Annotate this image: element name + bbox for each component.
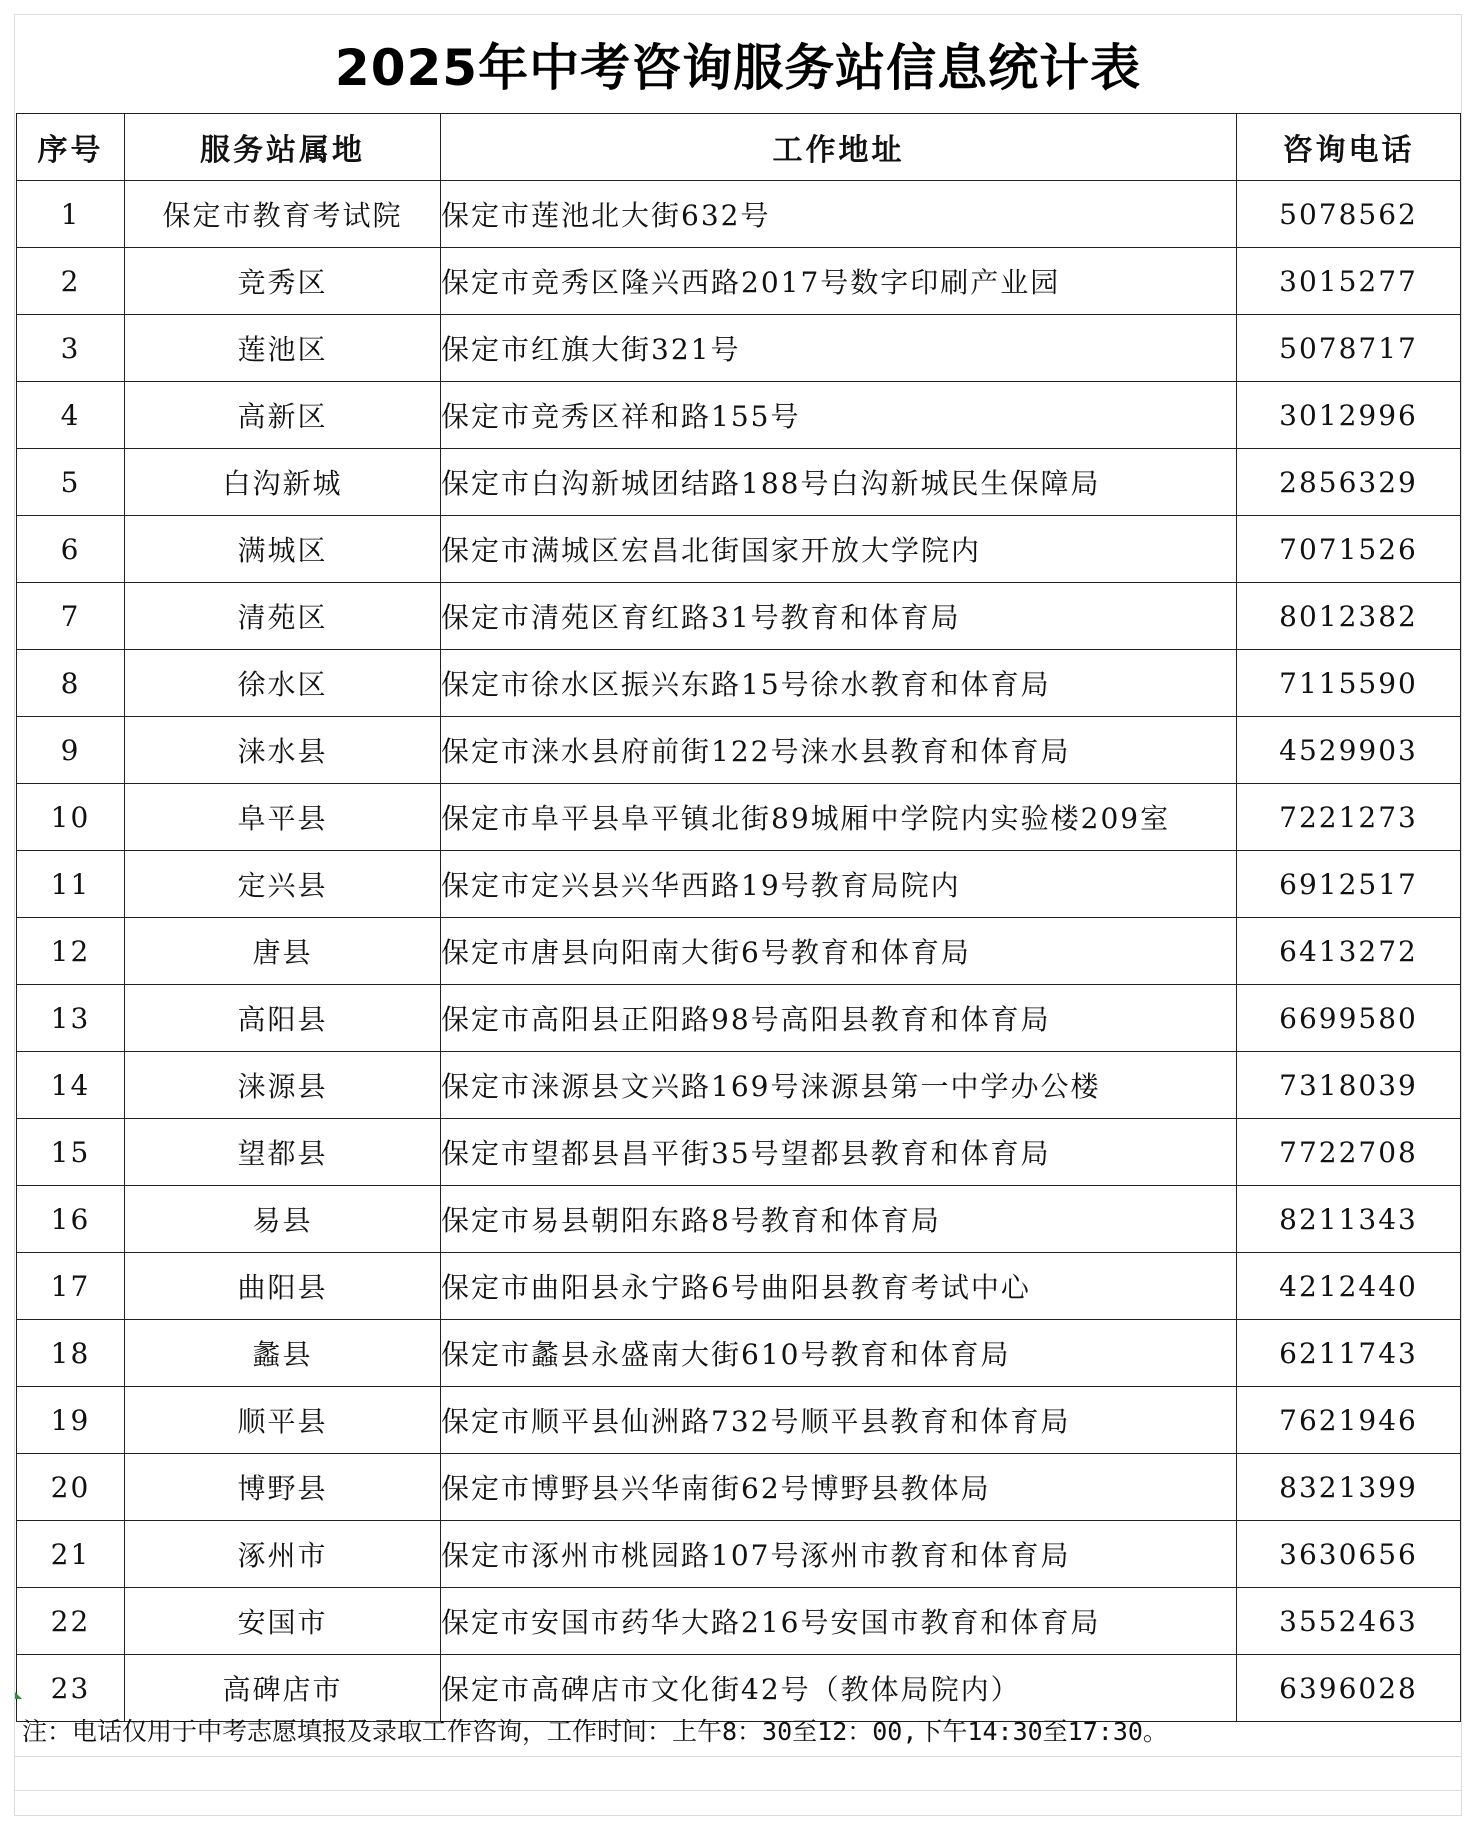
- row-address: 保定市红旗大街321号: [441, 315, 1237, 382]
- row-phone: 6699580: [1237, 985, 1461, 1052]
- row-site: 曲阳县: [125, 1253, 441, 1320]
- row-index: 6: [17, 516, 125, 583]
- row-site: 莲池区: [125, 315, 441, 382]
- row-address: 保定市博野县兴华南街62号博野县教体局: [441, 1454, 1237, 1521]
- row-phone: 6211743: [1237, 1320, 1461, 1387]
- row-site: 望都县: [125, 1119, 441, 1186]
- row-phone: 6413272: [1237, 918, 1461, 985]
- row-phone: 2856329: [1237, 449, 1461, 516]
- table-row: [17, 1186, 1461, 1253]
- row-address: 保定市定兴县兴华西路19号教育局院内: [441, 851, 1237, 918]
- table-body: [17, 181, 1461, 1722]
- row-address: 保定市竞秀区隆兴西路2017号数字印刷产业园: [441, 248, 1237, 315]
- row-phone: 5078562: [1237, 181, 1461, 248]
- row-address: 保定市涞源县文兴路169号涞源县第一中学办公楼: [441, 1052, 1237, 1119]
- row-phone: 6912517: [1237, 851, 1461, 918]
- row-site: 满城区: [125, 516, 441, 583]
- table-row: [17, 382, 1461, 449]
- row-site: 顺平县: [125, 1387, 441, 1454]
- header-site: 服务站属地: [125, 114, 441, 181]
- row-index: 15: [17, 1119, 125, 1186]
- row-address: 保定市清苑区育红路31号教育和体育局: [441, 583, 1237, 650]
- row-index: 16: [17, 1186, 125, 1253]
- table-row: [17, 851, 1461, 918]
- row-index: 8: [17, 650, 125, 717]
- row-site: 蠡县: [125, 1320, 441, 1387]
- station-table: [16, 113, 1461, 1722]
- table-row: [17, 650, 1461, 717]
- row-site: 徐水区: [125, 650, 441, 717]
- row-phone: 8321399: [1237, 1454, 1461, 1521]
- sheet-gridline: [14, 1756, 1462, 1757]
- row-address: 保定市顺平县仙洲路732号顺平县教育和体育局: [441, 1387, 1237, 1454]
- row-index: 14: [17, 1052, 125, 1119]
- row-index: 5: [17, 449, 125, 516]
- row-index: 2: [17, 248, 125, 315]
- row-index: 9: [17, 717, 125, 784]
- row-phone: 3552463: [1237, 1588, 1461, 1655]
- cell-corner-marker: [15, 1692, 22, 1699]
- row-index: 12: [17, 918, 125, 985]
- row-index: 1: [17, 181, 125, 248]
- row-site: 白沟新城: [125, 449, 441, 516]
- row-address: 保定市蠡县永盛南大街610号教育和体育局: [441, 1320, 1237, 1387]
- row-phone: 8211343: [1237, 1186, 1461, 1253]
- table-row: [17, 1521, 1461, 1588]
- row-phone: 5078717: [1237, 315, 1461, 382]
- row-index: 22: [17, 1588, 125, 1655]
- row-site: 竞秀区: [125, 248, 441, 315]
- row-site: 定兴县: [125, 851, 441, 918]
- row-index: 21: [17, 1521, 125, 1588]
- row-index: 13: [17, 985, 125, 1052]
- table-row: [17, 181, 1461, 248]
- table-row: [17, 315, 1461, 382]
- row-address: 保定市莲池北大街632号: [441, 181, 1237, 248]
- row-address: 保定市满城区宏昌北街国家开放大学院内: [441, 516, 1237, 583]
- row-address: 保定市曲阳县永宁路6号曲阳县教育考试中心: [441, 1253, 1237, 1320]
- row-index: 20: [17, 1454, 125, 1521]
- row-address: 保定市白沟新城团结路188号白沟新城民生保障局: [441, 449, 1237, 516]
- row-phone: 7722708: [1237, 1119, 1461, 1186]
- table-row: [17, 449, 1461, 516]
- row-phone: 7071526: [1237, 516, 1461, 583]
- footnote: 注：电话仅用于中考志愿填报及录取工作咨询，工作时间：上午8：30至12：00,下午14:30至17:30。: [22, 1717, 1168, 1746]
- row-index: 3: [17, 315, 125, 382]
- row-site: 清苑区: [125, 583, 441, 650]
- row-site: 涞源县: [125, 1052, 441, 1119]
- row-site: 阜平县: [125, 784, 441, 851]
- row-site: 高碑店市: [125, 1655, 441, 1722]
- row-site: 唐县: [125, 918, 441, 985]
- row-phone: 4529903: [1237, 717, 1461, 784]
- table-row: [17, 1253, 1461, 1320]
- row-phone: 3012996: [1237, 382, 1461, 449]
- row-index: 11: [17, 851, 125, 918]
- row-site: 涞水县: [125, 717, 441, 784]
- row-site: 保定市教育考试院: [125, 181, 441, 248]
- row-index: 23: [17, 1655, 125, 1722]
- table-row: [17, 1387, 1461, 1454]
- header-index: 序号: [17, 114, 125, 181]
- row-index: 4: [17, 382, 125, 449]
- row-phone: 7318039: [1237, 1052, 1461, 1119]
- table-row: [17, 516, 1461, 583]
- row-index: 10: [17, 784, 125, 851]
- table-row: [17, 784, 1461, 851]
- row-address: 保定市望都县昌平街35号望都县教育和体育局: [441, 1119, 1237, 1186]
- row-phone: 7115590: [1237, 650, 1461, 717]
- row-address: 保定市涞水县府前街122号涞水县教育和体育局: [441, 717, 1237, 784]
- table-row: [17, 985, 1461, 1052]
- row-phone: 8012382: [1237, 583, 1461, 650]
- row-site: 高阳县: [125, 985, 441, 1052]
- row-phone: 6396028: [1237, 1655, 1461, 1722]
- header-address: 工作地址: [441, 114, 1237, 181]
- table-row: [17, 583, 1461, 650]
- table-row: [17, 1052, 1461, 1119]
- row-address: 保定市高碑店市文化街42号（教体局院内）: [441, 1655, 1237, 1722]
- row-phone: 3015277: [1237, 248, 1461, 315]
- row-address: 保定市徐水区振兴东路15号徐水教育和体育局: [441, 650, 1237, 717]
- row-phone: 4212440: [1237, 1253, 1461, 1320]
- row-phone: 7221273: [1237, 784, 1461, 851]
- table-row: [17, 1320, 1461, 1387]
- table-row: [17, 1454, 1461, 1521]
- row-phone: 3630656: [1237, 1521, 1461, 1588]
- row-address: 保定市阜平县阜平镇北街89城厢中学院内实验楼209室: [441, 784, 1237, 851]
- row-site: 安国市: [125, 1588, 441, 1655]
- row-index: 18: [17, 1320, 125, 1387]
- header-row: [17, 114, 1461, 181]
- table-row: [17, 918, 1461, 985]
- row-site: 博野县: [125, 1454, 441, 1521]
- row-address: 保定市竞秀区祥和路155号: [441, 382, 1237, 449]
- row-address: 保定市高阳县正阳路98号高阳县教育和体育局: [441, 985, 1237, 1052]
- header-phone: 咨询电话: [1237, 114, 1461, 181]
- page-title: 2025年中考咨询服务站信息统计表: [334, 39, 1142, 97]
- row-index: 19: [17, 1387, 125, 1454]
- row-address: 保定市唐县向阳南大街6号教育和体育局: [441, 918, 1237, 985]
- row-site: 易县: [125, 1186, 441, 1253]
- table-row: [17, 717, 1461, 784]
- row-address: 保定市涿州市桃园路107号涿州市教育和体育局: [441, 1521, 1237, 1588]
- sheet-gridline: [14, 1790, 1462, 1791]
- row-site: 高新区: [125, 382, 441, 449]
- row-phone: 7621946: [1237, 1387, 1461, 1454]
- table-row: [17, 248, 1461, 315]
- row-address: 保定市易县朝阳东路8号教育和体育局: [441, 1186, 1237, 1253]
- row-index: 7: [17, 583, 125, 650]
- row-index: 17: [17, 1253, 125, 1320]
- table-row: [17, 1588, 1461, 1655]
- table-row: [17, 1119, 1461, 1186]
- row-site: 涿州市: [125, 1521, 441, 1588]
- row-address: 保定市安国市药华大路216号安国市教育和体育局: [441, 1588, 1237, 1655]
